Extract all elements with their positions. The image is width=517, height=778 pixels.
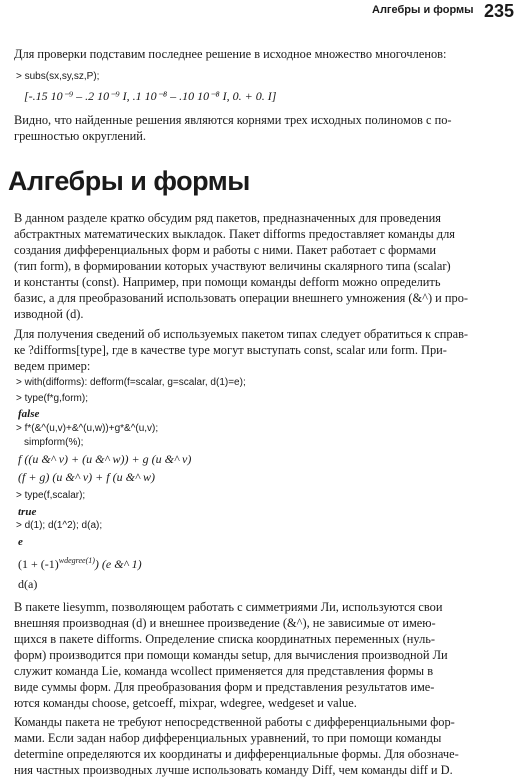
output-part: (1 + (-1) xyxy=(18,557,59,571)
paragraph-line: служит команда Lie, команда wcollect применяется для представления формы в xyxy=(14,664,434,678)
output-e: e xyxy=(18,536,23,548)
intro-text: Для проверки подставим последнее решение в исходное множество многочленов: xyxy=(14,47,447,61)
page-header xyxy=(0,0,517,22)
paragraph-line: базис, а для преобразований использовать операции внешнего умножения (&^) и про- xyxy=(14,291,469,305)
subs-result: [-.15 10⁻⁹ – .2 10⁻⁹ I, .1 10⁻⁸ – .10 10⁻⁸ I, 0. + 0. I] xyxy=(24,89,277,103)
paragraph-liesymm xyxy=(14,599,506,711)
code-line: > with(difforms): defform(f=scalar, g=scalar, d(1)=e); xyxy=(16,377,246,388)
paragraph-line: determine определяются их координаты и дифференциальные формы. Для обозначе- xyxy=(14,747,459,761)
paragraph-line: ются команды choose, getcoeff, mixpar, wdegree, wedgeset и value. xyxy=(14,696,357,710)
code-line: > d(1); d(1^2); d(a); xyxy=(16,520,103,531)
code-line: simpform(%); xyxy=(24,437,84,448)
paragraph-line: изводной (d). xyxy=(14,307,84,321)
paragraph-line: ке ?difforms[type], где в качестве type могут выступать const, scalar или form. При- xyxy=(14,343,447,357)
code-line: > f*(&^(u,v)+&^(u,w))+g*&^(u,v); xyxy=(16,423,159,434)
output-part: ) (e &^ 1) xyxy=(94,557,142,571)
output-da: d(a) xyxy=(18,577,38,591)
paragraph-line: Команды пакета не требуют непосредственной работы с дифференциальными фор- xyxy=(14,715,455,729)
output-superscript: wdegree(1) xyxy=(58,556,95,565)
paragraph-commands xyxy=(14,714,506,778)
paragraph-line: щихся в пакете difforms. Определение списка координатных переменных (нуль- xyxy=(14,632,436,646)
output-expression: (f + g) (u &^ v) + f (u &^ w) xyxy=(18,470,155,484)
paragraph-line: ведем пример: xyxy=(14,359,91,373)
section-heading: Алгебры и формы xyxy=(8,166,250,196)
output-wdegree xyxy=(18,556,142,572)
paragraph-line: создания дифференциальных форм и работы с ними. Пакет работает с формами xyxy=(14,243,437,257)
page-number: 235 xyxy=(484,1,515,21)
output-true: true xyxy=(18,506,37,518)
code-subs: > subs(sx,sy,sz,P); xyxy=(16,71,100,82)
paragraph-line: ния частных производных лучше использовать команду Diff, чем команды diff и D. xyxy=(14,763,453,777)
output-expression: f ((u &^ v) + (u &^ w)) + g (u &^ v) xyxy=(18,452,192,466)
code-line: > type(f,scalar); xyxy=(16,490,86,501)
output-false: false xyxy=(18,408,40,420)
paragraph-line: мами. Если задан набор дифференциальных уравнений, то при помощи команды xyxy=(14,731,442,745)
paragraph-line: Для получения сведений об используемых пакетом типах следует обратиться к справ- xyxy=(14,327,469,341)
code-line: > type(f*g,form); xyxy=(16,393,88,404)
intro-conclusion xyxy=(14,112,506,144)
paragraph-line: абстрактных математических выкладок. Пакет difforms предоставляет команды для xyxy=(14,227,455,241)
paragraph-line: В данном разделе кратко обсудим ряд пакетов, предназначенных для проведения xyxy=(14,211,441,225)
running-title: Алгебры и формы xyxy=(372,4,474,16)
paragraph-line: В пакете liesymm, позволяющем работать с симметриями Ли, используются свои xyxy=(14,600,443,614)
paragraph-difforms-intro xyxy=(14,210,506,322)
paragraph-types xyxy=(14,326,506,374)
paragraph-line: форм) производится при помощи команды setup, для вычисления производной Ли xyxy=(14,648,448,662)
paragraph-line: виде суммы форм. Для преобразования форм и представления результатов име- xyxy=(14,680,435,694)
conclusion-line: грешностью округлений. xyxy=(14,129,146,143)
paragraph-line: внешняя производная (d) и внешнее произведение (&^), не зависимые от имею- xyxy=(14,616,436,630)
paragraph-line: и константы (const). Например, при помощи команды defform можно определить xyxy=(14,275,441,289)
paragraph-line: (тип form), в формировании которых участвуют величины скалярного типа (scalar) xyxy=(14,259,451,273)
conclusion-line: Видно, что найденные решения являются корнями трех исходных полиномов с по- xyxy=(14,113,452,127)
